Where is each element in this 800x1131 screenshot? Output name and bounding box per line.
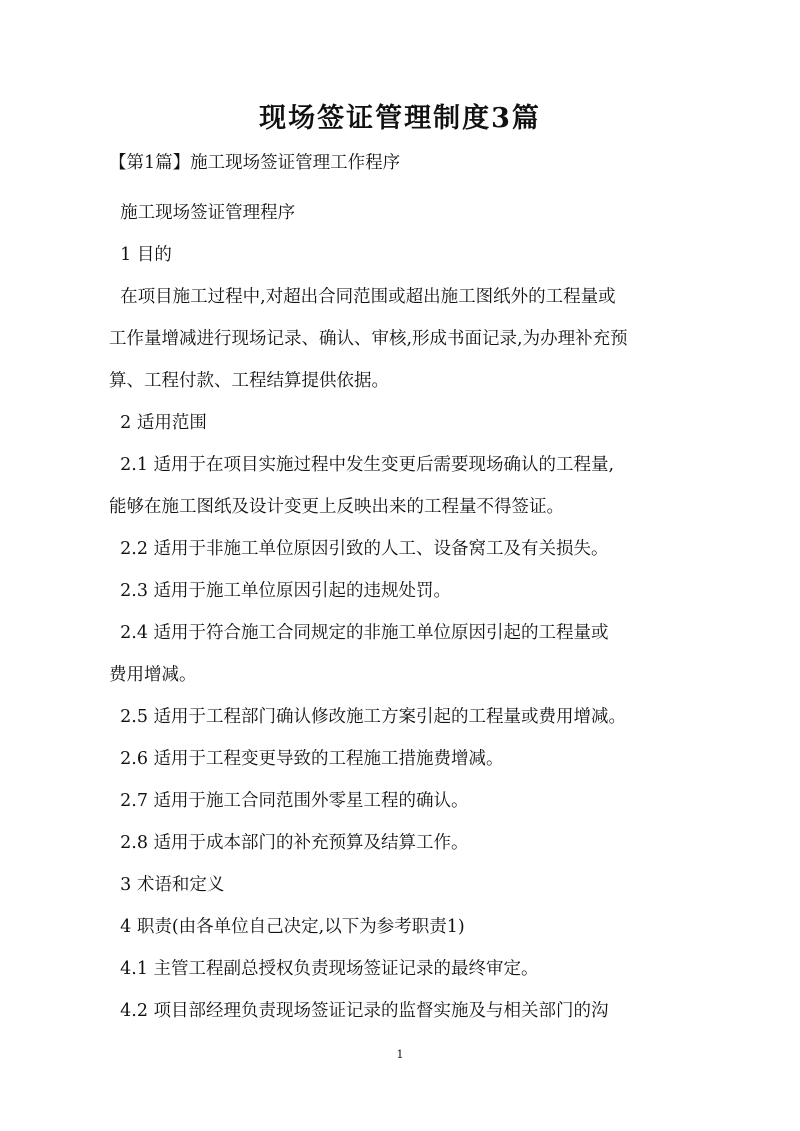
section-3-heading: 3 术语和定义 (109, 875, 225, 895)
clause-2-7: 2.7 适用于施工合同范围外零星工程的确认。 (109, 791, 469, 811)
section-2-heading: 2 适用范围 (109, 413, 207, 433)
heading-part-1: 【第1篇】施工现场签证管理工作程序 (109, 153, 401, 173)
section-1-heading: 1 目的 (109, 245, 172, 265)
paragraph-line: 算、工程付款、工程结算提供依据。 (109, 371, 389, 391)
clause-2-8: 2.8 适用于成本部门的补充预算及结算工作。 (109, 833, 469, 853)
paragraph-line: 费用增减。 (109, 665, 197, 685)
clause-2-2: 2.2 适用于非施工单位原因引致的人工、设备窝工及有关损失。 (109, 539, 609, 559)
page-number: 1 (396, 1048, 404, 1061)
clause-2-6: 2.6 适用于工程变更导致的工程施工措施费增减。 (109, 749, 504, 769)
subheading-procedure: 施工现场签证管理程序 (109, 203, 296, 223)
clause-2-5: 2.5 适用于工程部门确认修改施工方案引起的工程量或费用增减。 (109, 707, 627, 727)
paragraph-line: 在项目施工过程中,对超出合同范围或超出施工图纸外的工程量或 (109, 287, 616, 307)
clause-2-3: 2.3 适用于施工单位原因引起的违规处罚。 (109, 581, 452, 601)
paragraph-line: 能够在施工图纸及设计变更上反映出来的工程量不得签证。 (109, 497, 564, 517)
clause-4-1: 4.1 主管工程副总授权负责现场签证记录的最终审定。 (109, 959, 539, 979)
clause-2-1: 2.1 适用于在项目实施过程中发生变更后需要现场确认的工程量, (109, 455, 615, 475)
section-4-heading: 4 职责(由各单位自己决定,以下为参考职责1) (109, 917, 465, 937)
document-title: 现场签证管理制度3篇 (259, 103, 541, 134)
clause-4-2: 4.2 项目部经理负责现场签证记录的监督实施及与相关部门的沟 (109, 1001, 609, 1021)
clause-2-4: 2.4 适用于符合施工合同规定的非施工单位原因引起的工程量或 (109, 623, 609, 643)
paragraph-line: 工作量增减进行现场记录、确认、审核,形成书面记录,为办理补充预 (109, 329, 628, 349)
